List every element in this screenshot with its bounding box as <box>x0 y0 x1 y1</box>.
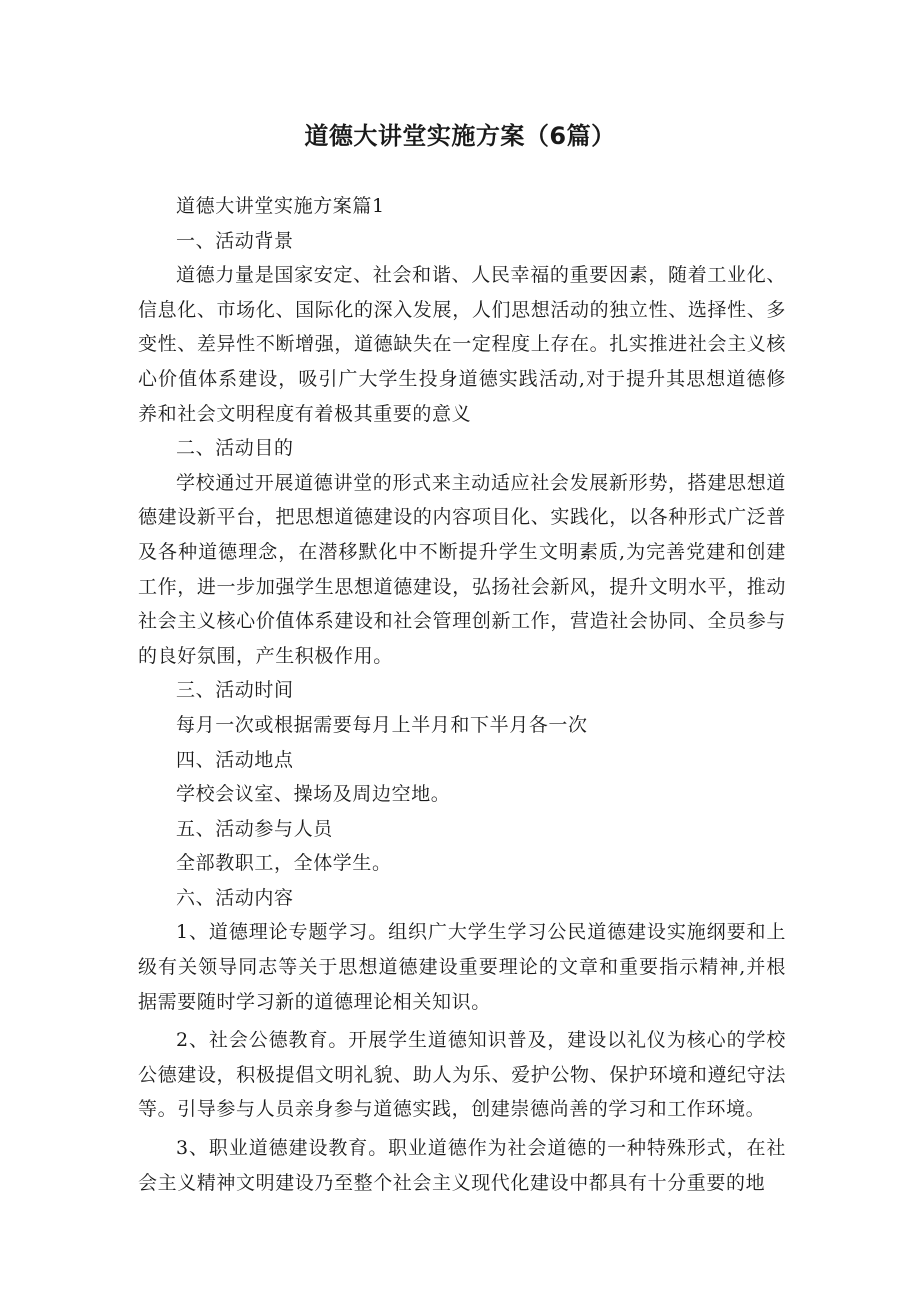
document-body <box>138 189 786 1200</box>
section-heading-time: 三、活动时间 <box>176 679 294 702</box>
paragraph-location: 学校会议室、操场及周边空地。 <box>176 783 451 806</box>
paragraph-participants: 全部教职工，全体学生。 <box>176 852 392 875</box>
section-heading-purpose: 二、活动目的 <box>176 437 294 460</box>
section-heading-location: 四、活动地点 <box>176 748 294 771</box>
paragraph-content-1: 1、道德理论专题学习。组织广大学生学习公民道德建设实施纲要和上级有关领导同志等关于思想道德建设重要理论的文章和重要指示精神,并根据需要随时学习新的道德理论相关知识。 <box>138 921 786 1013</box>
paragraph-content-2: 2、社会公德教育。开展学生道德知识普及，建设以礼仪为核心的学校公德建设，积极提倡文明礼貌、助人为乐、爱护公物、保护环境和遵纪守法等。引导参与人员亲身参与道德实践，创建崇德尚善的学习和工作环境。 <box>138 1029 786 1121</box>
document-title: 道德大讲堂实施方案（6篇） <box>304 122 616 150</box>
section-heading-participants: 五、活动参与人员 <box>176 817 333 840</box>
section-heading-article: 道德大讲堂实施方案篇1 <box>176 195 385 217</box>
paragraph-time: 每月一次或根据需要每月上半月和下半月各一次 <box>176 713 588 736</box>
paragraph-purpose: 学校通过开展道德讲堂的形式来主动适应社会发展新形势，搭建思想道德建设新平台，把思想道德建设的内容项目化、实践化，以各种形式广泛普及各种道德理念，在潜移默化中不断提升学生文明素质,为完善党建和创建工作，进一步加强学生思想道德建设，弘扬社会新风，提升文明水平，推动社会主义核心价值体系建设和社会管理创新工作，营造社会协同、全员参与的良好氛围，产生积极作用。 <box>138 471 786 667</box>
section-heading-background: 一、活动背景 <box>176 229 294 252</box>
paragraph-background: 道德力量是国家安定、社会和谐、人民幸福的重要因素，随着工业化、信息化、市场化、国际化的深入发展，人们思想活动的独立性、选择性、多变性、差异性不断增强，道德缺失在一定程度上存在。扎实推进社会主义核心价值体系建设，吸引广大学生投身道德实践活动,对于提升其思想道德修养和社会文明程度有着极其重要的意义 <box>138 264 786 425</box>
section-heading-content: 六、活动内容 <box>176 886 294 909</box>
paragraph-content-3: 3、职业道德建设教育。职业道德作为社会道德的一种特殊形式，在社会主义精神文明建设乃至整个社会主义现代化建设中都具有十分重要的地 <box>138 1137 786 1194</box>
